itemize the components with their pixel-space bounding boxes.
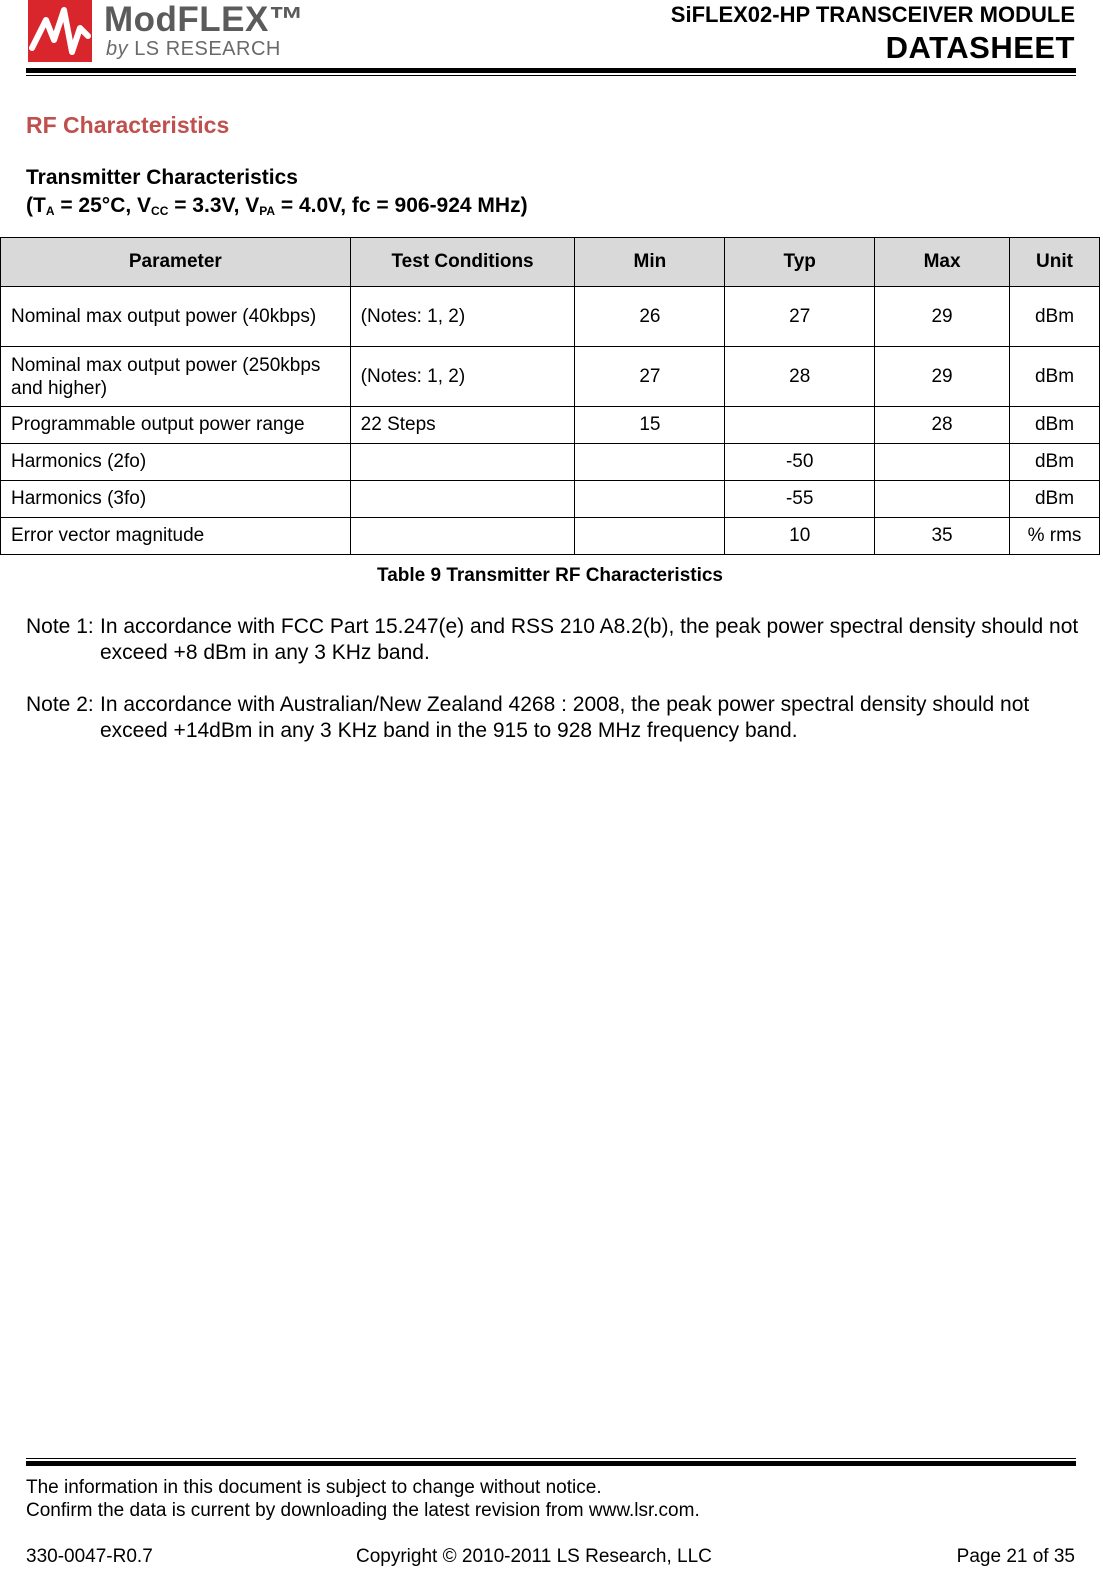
header-rule-thin	[26, 75, 1076, 76]
cell-min	[575, 518, 725, 555]
cell-typ: -55	[725, 481, 875, 518]
cell-parameter: Harmonics (3fo)	[1, 481, 351, 518]
column-header: Min	[575, 238, 725, 287]
modflex-logo-icon	[28, 0, 92, 62]
cell-max: 28	[875, 407, 1010, 444]
module-title: SiFLEX02-HP TRANSCEIVER MODULE	[670, 2, 1075, 27]
table-row	[1, 444, 1100, 481]
cell-max: 35	[875, 518, 1010, 555]
cell-max: 29	[875, 287, 1010, 347]
table-caption: Table 9 Transmitter RF Characteristics	[377, 565, 723, 586]
logo-tagline	[106, 38, 281, 61]
footer-notice-2: Confirm the data is current by downloading the latest revision from www.lsr.com.	[26, 1500, 700, 1521]
cell-conditions	[350, 444, 575, 481]
cell-unit: dBm	[1009, 407, 1099, 444]
cell-min	[575, 481, 725, 518]
column-header: Test Conditions	[350, 238, 575, 287]
cell-conditions: (Notes: 1, 2)	[350, 287, 575, 347]
cell-max	[875, 444, 1010, 481]
subsection-title: Transmitter Characteristics	[26, 166, 298, 189]
cell-unit: dBm	[1009, 444, 1099, 481]
footer-rule-thin	[26, 1458, 1076, 1459]
cell-parameter: Harmonics (2fo)	[1, 444, 351, 481]
cell-conditions	[350, 518, 575, 555]
copyright: Copyright © 2010-2011 LS Research, LLC	[356, 1546, 712, 1567]
footer-rule	[26, 1461, 1076, 1466]
section-title: RF Characteristics	[26, 112, 230, 138]
cell-parameter: Error vector magnitude	[1, 518, 351, 555]
cell-conditions	[350, 481, 575, 518]
column-header: Parameter	[1, 238, 351, 287]
cell-min	[575, 444, 725, 481]
cell-max: 29	[875, 347, 1010, 407]
page-number: Page 21 of 35	[956, 1546, 1075, 1567]
cell-typ: 27	[725, 287, 875, 347]
table-row	[1, 407, 1100, 444]
table-header-row	[1, 238, 1100, 287]
logo-company: LS RESEARCH	[134, 38, 281, 60]
table-row	[1, 347, 1100, 407]
document-title	[671, 2, 1075, 66]
cell-parameter: Programmable output power range	[1, 407, 351, 444]
cell-max	[875, 481, 1010, 518]
logo-wordmark: ModFLEX™	[104, 0, 305, 39]
cell-typ: -50	[725, 444, 875, 481]
logo-by: by	[106, 38, 129, 60]
test-conditions-line: ($T_A = 25^\circ C$, $V_{CC} = 3.3V$, $V_{PA} = 4.0V$, fc = 906-924 MHz)	[26, 194, 528, 218]
doc-type: DATASHEET	[885, 30, 1075, 65]
header-rule	[26, 68, 1076, 73]
cell-unit: dBm	[1009, 347, 1099, 407]
cell-min: 26	[575, 287, 725, 347]
note-1	[26, 614, 1086, 666]
company-logo	[28, 0, 308, 66]
table-row	[1, 287, 1100, 347]
doc-number: 330-0047-R0.7	[26, 1546, 153, 1567]
cell-unit: % rms	[1009, 518, 1099, 555]
note-label: Note 2:	[26, 693, 94, 716]
table-row	[1, 518, 1100, 555]
cell-typ	[725, 407, 875, 444]
column-header: Max	[875, 238, 1010, 287]
transmitter-heading	[26, 164, 528, 225]
cell-conditions: 22 Steps	[350, 407, 575, 444]
cell-parameter: Nominal max output power (40kbps)	[1, 287, 351, 347]
cell-typ: 10	[725, 518, 875, 555]
cell-unit: dBm	[1009, 481, 1099, 518]
transmitter-characteristics-table	[0, 237, 1100, 555]
footer-notice-1: The information in this document is subject to change without notice.	[26, 1477, 602, 1498]
cell-min: 27	[575, 347, 725, 407]
cell-conditions: (Notes: 1, 2)	[350, 347, 575, 407]
note-text: In accordance with FCC Part 15.247(e) and RSS 210 A8.2(b), the peak power spectral density should not exceed +8 dBm in any 3 KHz band.	[100, 615, 1079, 664]
cell-unit: dBm	[1009, 287, 1099, 347]
note-2	[26, 692, 1086, 744]
table-row	[1, 481, 1100, 518]
note-text: In accordance with Australian/New Zealand 4268 : 2008, the peak power spectral density should not exceed +14dBm in any 3 KHz band in the 915 to 928 MHz frequency band.	[100, 693, 1030, 742]
column-header: Unit	[1009, 238, 1099, 287]
note-label: Note 1:	[26, 615, 94, 638]
cell-parameter: Nominal max output power (250kbps and higher)	[1, 347, 351, 407]
cell-typ: 28	[725, 347, 875, 407]
cell-min: 15	[575, 407, 725, 444]
column-header: Typ	[725, 238, 875, 287]
